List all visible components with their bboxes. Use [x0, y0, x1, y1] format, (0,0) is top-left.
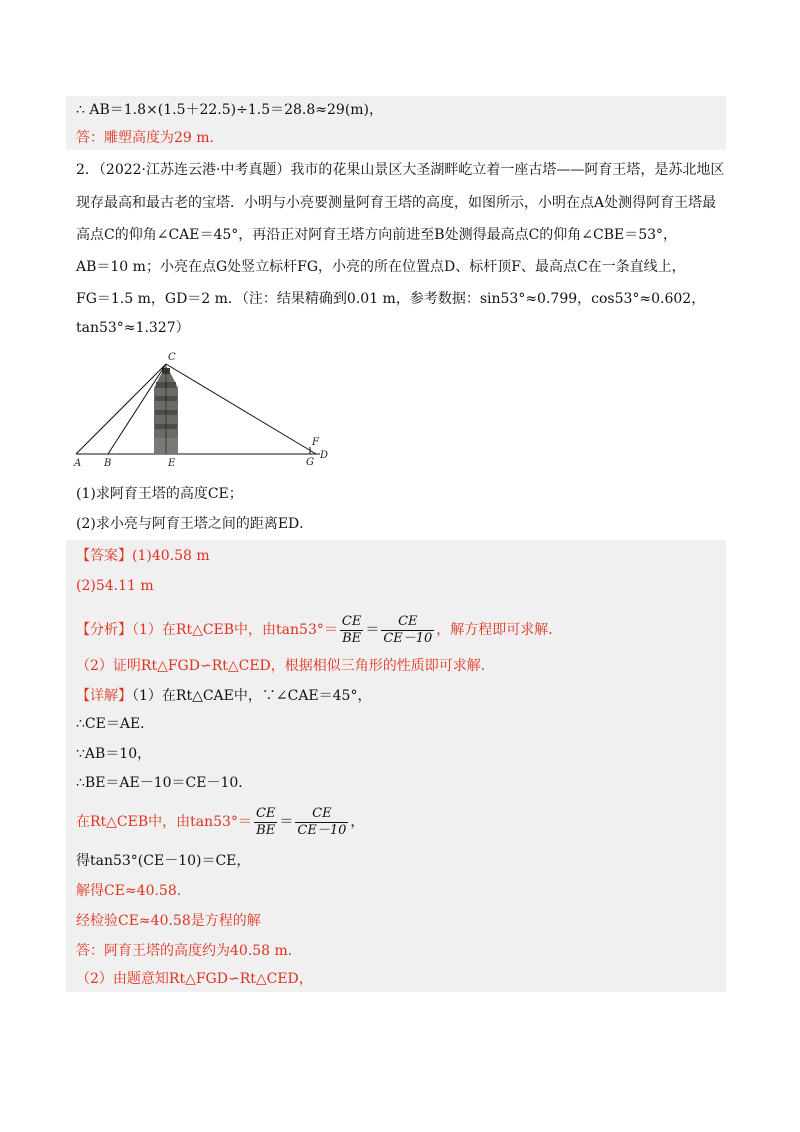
problem-line-5: FG＝1.5 m，GD＝2 m．（注：结果精确到0.01 m，参考数据：sin53°≈0.799，cos53°≈0.602，: [76, 291, 706, 307]
frac-den: BE: [256, 822, 276, 838]
analysis-fraction-2: [381, 614, 434, 647]
detail-tag: 【详解】: [76, 688, 132, 704]
answer-line-1: [76, 546, 210, 566]
label-b: B: [104, 458, 112, 469]
detail-line-8: 经检验CE≈40.58是方程的解: [76, 913, 261, 929]
detail-l5-pre: 在Rt△CEB中，由tan53°＝: [76, 814, 252, 830]
analysis-fraction-1: [340, 614, 363, 647]
label-d: D: [320, 450, 329, 461]
detail-line-2: ∴CE＝AE．: [76, 716, 155, 732]
answer-1: (1)40.58 m: [132, 548, 210, 564]
frac-num: CE: [255, 805, 276, 821]
answer-tag: 【答案】: [76, 548, 132, 564]
problem-line-2: 现存最高和最古老的宝塔．小明与小亮要测量阿育王塔的高度，如图所示，小明在点A处测得阿育王塔最: [76, 195, 717, 211]
detail-eq: ＝: [279, 814, 294, 830]
problem-line-4: AB＝10 m；小亮在点G处竖立标杆FG，小亮的所在位置点D、标杆顶F、最高点C在一条直线上，: [76, 259, 686, 275]
label-g: G: [306, 457, 314, 468]
analysis-eq: ＝: [365, 622, 380, 638]
detail-line-5: [76, 804, 364, 840]
analysis-line-2: （2）证明Rt△FGD∽Rt△CED，根据相似三角形的性质即可求解．: [76, 658, 495, 674]
solution-answer-height: 答：雕塑高度为29 m．: [76, 130, 224, 146]
detail-l1: （1）在Rt△CAE中，∵∠CAE＝45°，: [132, 688, 372, 704]
detail-line-4: ∴BE＝AE－10＝CE－10．: [76, 775, 253, 791]
label-f: F: [312, 437, 319, 448]
frac-den: CE－10: [383, 630, 433, 646]
problem-line-3: 高点C的仰角∠CAE＝45°，再沿正对阿育王塔方向前进至B处测得最高点C的仰角∠CBE＝53°，: [76, 227, 678, 243]
frac-num: CE: [341, 613, 362, 629]
analysis-l1-post: ，解方程即可求解．: [436, 622, 563, 638]
detail-line-1: [76, 686, 371, 706]
frac-num: CE: [295, 806, 348, 823]
detail-line-9: 答：阿育王塔的高度约为40.58 m．: [76, 943, 302, 959]
question-2: (2)求小亮与阿育王塔之间的距离ED．: [76, 516, 314, 532]
frac-den: BE: [342, 630, 362, 646]
analysis-l1-pre: （1）在Rt△CEB中，由tan53°＝: [132, 622, 338, 638]
frac-den: CE－10: [297, 822, 347, 838]
solution-line-ab: ∴ AB＝1.8×(1.5＋22.5)÷1.5＝28.8≈29(m)，: [76, 102, 384, 118]
detail-fraction-1: [254, 806, 277, 839]
problem-line-1: 2．（2022·江苏连云港·中考真题）我市的花果山景区大圣湖畔屹立着一座古塔——阿育王塔，是苏北地区: [76, 162, 725, 178]
detail-line-7: 解得CE≈40.58．: [76, 883, 191, 899]
answer-2: (2)54.11 m: [76, 578, 154, 594]
line-cd: [166, 364, 316, 454]
detail-line-10: （2）由题意知Rt△FGD∽Rt△CED，: [76, 971, 313, 987]
pagoda-figure: [70, 348, 332, 470]
detail-fraction-2: [295, 806, 348, 839]
analysis-line-1: [76, 612, 562, 648]
analysis-tag: 【分析】: [76, 622, 132, 638]
question-1: (1)求阿育王塔的高度CE；: [76, 486, 243, 502]
detail-line-3: ∵AB＝10，: [76, 746, 152, 762]
line-ca: [76, 364, 166, 454]
label-a: A: [74, 458, 82, 469]
detail-line-6: 得tan53°(CE－10)＝CE，: [76, 853, 251, 869]
problem-line-6: tan53°≈1.327）: [76, 320, 190, 336]
label-e: E: [168, 458, 176, 469]
answer-line-2: [76, 576, 154, 596]
label-c: C: [168, 352, 176, 363]
frac-num: CE: [381, 614, 434, 631]
detail-l5-post: ，: [350, 814, 365, 830]
